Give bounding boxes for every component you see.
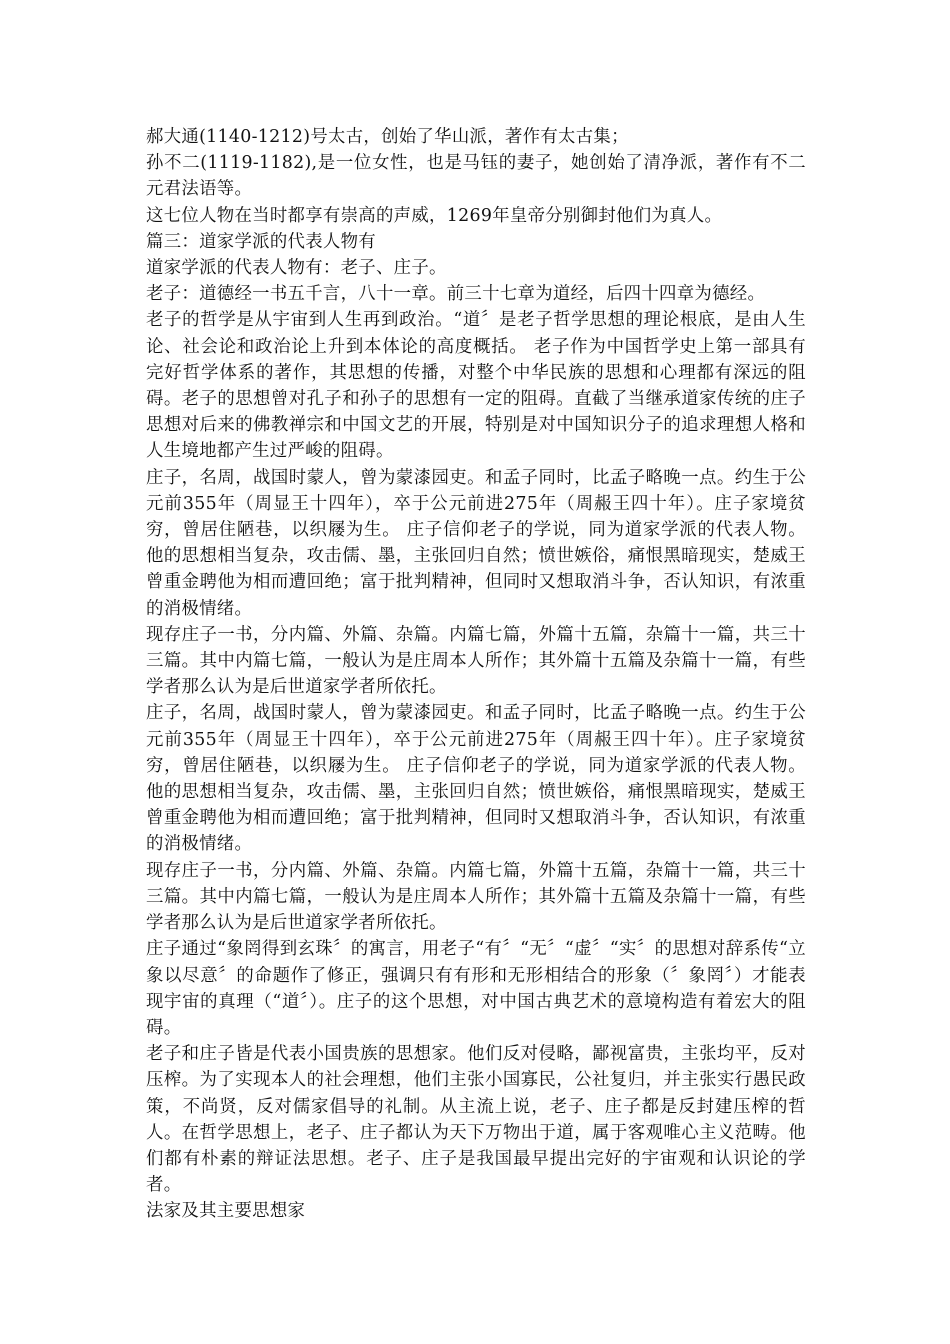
section-heading-part-three: 篇三：道家学派的代表人物有 bbox=[146, 231, 376, 252]
paragraph-zhuangzi-book: 现存庄子一书，分内篇、外篇、杂篇。内篇七篇，外篇十五篇，杂篇十一篇，共三十三篇。其中内篇七篇，一般认为是庄周本人所作；其外篇十五篇及杂篇十一篇，有些学者那么认为是后世道家学者所依托。 bbox=[146, 624, 806, 698]
paragraph-seven-masters: 这七位人物在当时都享有崇高的声威，1269年皇帝分别御封他们为真人。 bbox=[146, 205, 723, 226]
paragraph-laozi-zhuangzi-summary: 老子和庄子皆是代表小国贵族的思想家。他们反对侵略，鄙视富贵，主张均平，反对压榨。为了实现本人的社会理想，他们主张小国寡民，公社复归，并主张实行愚民政策，不尚贤，反对儒家倡导的礼制。从主流上说，老子、庄子都是反封建压榨的哲人。在哲学思想上，老子、庄子都认为天下万物出于道，属于客观唯心主义范畴。他们都有朴素的辩证法思想。老子、庄子是我国最早提出完好的宇宙观和认识论的学者。 bbox=[146, 1044, 806, 1196]
paragraph-sun-buer: 孙不二(1119-1182),是一位女性，也是马钰的妻子，她创始了清净派，著作有不二元君法语等。 bbox=[146, 153, 806, 200]
paragraph-zhuangzi-bio: 庄子，名周，战国时蒙人，曾为蒙漆园吏。和孟子同时，比孟子略晚一点。约生于公元前355年（周显王十四年），卒于公元前进275年（周赧王四十年）。庄子家境贫穷，曾居住陋巷，以织屦为生。 庄子信仰老子的学说，同为道家学派的代表人物。他的思想相当复杂，攻击儒、墨，主张回归自然；愤世嫉俗，痛恨黑暗现实，楚威王曾重金聘他为相而遭回绝；富于批判精神，但同时又想取消斗争，否认知识，有浓重的消极情绪。 bbox=[146, 467, 806, 619]
paragraph-laozi-philosophy: 老子的哲学是从宇宙到人生再到政治。“道〞是老子哲学思想的理论根底，是由人生论、社会论和政治论上升到本体论的高度概括。 老子作为中国哲学史上第一部具有完好哲学体系的著作，其思想的传播，对整个中华民族的思想和心理都有深远的阻碍。老子的思想曾对孔子和孙子的思想有一定的阻碍。直截了当继承道家传统的庄子思想对后来的佛教禅宗和中国文艺的开展，特别是对中国知识分子的追求理想人格和人生境地都产生过严峻的阻碍。 bbox=[146, 310, 806, 462]
paragraph-zhuangzi-bio-repeat: 庄子，名周，战国时蒙人，曾为蒙漆园吏。和孟子同时，比孟子略晚一点。约生于公元前355年（周显王十四年），卒于公元前进275年（周赧王四十年）。庄子家境贫穷，曾居住陋巷，以织屦为生。 庄子信仰老子的学说，同为道家学派的代表人物。他的思想相当复杂，攻击儒、墨，主张回归自然；愤世嫉俗，痛恨黑暗现实，楚威王曾重金聘他为相而遭回绝；富于批判精神，但同时又想取消斗争，否认知识，有浓重的消极情绪。 bbox=[146, 703, 806, 855]
paragraph-hao-datong: 郝大通(1140-1212)号太古，创始了华山派，著作有太古集； bbox=[146, 127, 629, 147]
paragraph-daoist-representatives: 道家学派的代表人物有：老子、庄子。 bbox=[146, 258, 447, 279]
paragraph-zhuangzi-xiangwang: 庄子通过“象罔得到玄珠〞的寓言，用老子“有〞“无〞“虚〞“实〞的思想对辞系传“立象以尽意〞的命题作了修正，强调只有有形和无形相结合的形象（〞象罔〞）才能表现宇宙的真理（“道〞）。庄子的这个思想，对中国古典艺术的意境构造有着宏大的阻碍。 bbox=[146, 939, 806, 1038]
document-body bbox=[146, 124, 806, 1225]
paragraph-zhuangzi-book-repeat: 现存庄子一书，分内篇、外篇、杂篇。内篇七篇，外篇十五篇，杂篇十一篇，共三十三篇。其中内篇七篇，一般认为是庄周本人所作；其外篇十五篇及杂篇十一篇，有些学者那么认为是后世道家学者所依托。 bbox=[146, 860, 806, 934]
paragraph-laozi-daodejing: 老子：道德经一书五千言，八十一章。前三十七章为道经，后四十四章为德经。 bbox=[146, 284, 766, 305]
section-heading-legalists: 法家及其主要思想家 bbox=[146, 1201, 306, 1222]
